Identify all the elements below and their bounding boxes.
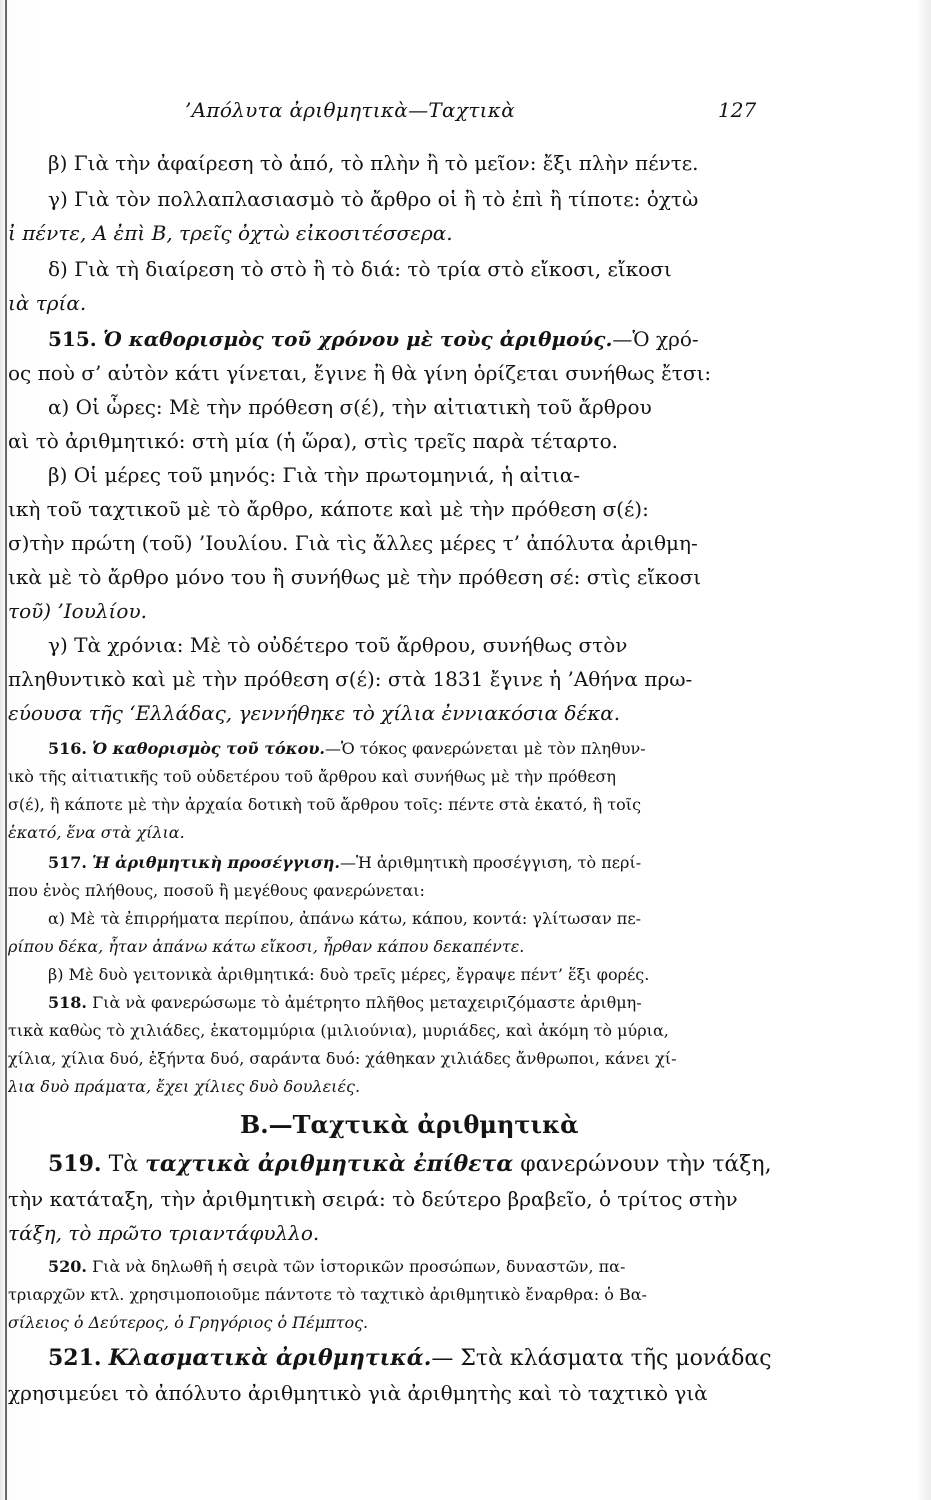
section-515	[8, 326, 818, 352]
text-line: τοῦ) ’Ιουλίου.	[8, 599, 147, 623]
section-519	[8, 1150, 818, 1179]
text-line: τριαρχῶν κτλ. χρησιμοποιοῦμε πάντοτε τὸ ταχτικὸ ἀριθμητικὸ ἔναρθρα: ὁ Βα-	[8, 1285, 647, 1304]
section-number: 520.	[48, 1257, 87, 1276]
section-520	[8, 1256, 818, 1278]
section-text: —Ἡ ἀριθμητικὴ προσέγγιση, τὸ περί-	[339, 853, 642, 872]
text-line: σ)τὴν πρώτη (τοῦ) ’Ιουλίου. Γιὰ τὶς ἄλλες μέρες τ’ ἀπόλυτα ἀριθμη-	[8, 531, 698, 555]
section-number: 521.	[48, 1345, 102, 1371]
text-line: ικὸ τῆς αἰτιατικῆς τοῦ οὐδετέρου τοῦ ἄρθρου καὶ συνήθως μὲ τὴν πρόθεση	[8, 767, 616, 786]
section-text: φανερώνουν τὴν τάξη,	[520, 1152, 772, 1177]
section-text: — Στὰ κλάσματα τῆς μονάδας	[431, 1346, 772, 1371]
section-heading: ταχτικὰ ἀριθμητικὰ ἐπίθετα	[145, 1151, 514, 1177]
text-line: αὶ τὸ ἀριθμητικό: στὴ μία (ἡ ὥρα), στὶς τρεῖς παρὰ τέταρτο.	[8, 429, 619, 453]
text-line: τικὰ καθὼς τὸ χιλιάδες, ἑκατομμύρια (μιλιούνια), μυριάδες, καὶ ἀκόμη τὸ μύρια,	[8, 1021, 669, 1040]
binding-edge	[5, 0, 7, 1500]
section-heading: Ἡ ἀριθμητικὴ προσέγγιση.	[92, 853, 340, 872]
section-517	[8, 852, 818, 874]
text-line: ικὴ τοῦ ταχτικοῦ μὲ τὸ ἄρθρο, κάποτε καὶ μὲ τὴν πρόθεση σ(έ):	[8, 497, 649, 521]
text-line: β) Μὲ δυὸ γειτονικὰ ἀριθμητικά: δυὸ τρεῖς μέρες, ἔγραψε πέντ’ ἕξι φορές.	[48, 965, 650, 984]
text-line: ἑκατό, ἕνα στὰ χίλια.	[8, 823, 185, 842]
text-line: χίλια, χίλια δυό, ἑξήντα δυό, σαράντα δυό: χάθηκαν χιλιάδες ἄνθρωποι, κάνει χί-	[8, 1049, 677, 1068]
text-line: εύουσα τῆς ‘Ελλάδας, γεννήθηκε τὸ χίλια ἐννιακόσια δέκα.	[8, 701, 621, 725]
text-line: δ) Γιὰ τὴ διαίρεση τὸ στὸ ἢ τὸ διά: τὸ τρία στὸ εἴκοσι, εἴκοσι	[48, 257, 672, 281]
section-heading: Ὁ καθορισμὸς τοῦ χρόνου μὲ τοὺς ἀριθμούς.	[103, 327, 613, 351]
text-line: ος ποὺ σ’ αὐτὸν κάτι γίνεται, ἔγινε ἢ θὰ γίνη ὁρίζεται συνήθως ἔτσι:	[8, 361, 712, 385]
section-text: —Ὁ τόκος φανερώνεται μὲ τὸν πληθυν-	[325, 739, 646, 758]
section-number: 519.	[48, 1151, 102, 1177]
running-header: ’Απόλυτα ἀριθμητικὰ—Ταχτικὰ	[185, 98, 515, 122]
section-text: Γιὰ νὰ δηλωθῆ ἡ σειρὰ τῶν ἱστορικῶν προσώπων, δυναστῶν, πα-	[92, 1257, 626, 1276]
section-text: Γιὰ νὰ φανερώσωμε τὸ ἀμέτρητο πλῆθος μεταχειριζόμαστε ἀριθμη-	[92, 993, 642, 1012]
section-number: 515.	[48, 327, 97, 351]
section-title: Β.—Ταχτικὰ ἀριθμητικὰ	[240, 1110, 579, 1139]
text-line: ρίπου δέκα, ἦταν ἀπάνω κάτω εἴκοσι, ἦρθαν κάπου δεκαπέντε.	[8, 937, 525, 956]
text-line: σίλειος ὁ Δεύτερος, ὁ Γρηγόριος ὁ Πέμπτος.	[8, 1313, 369, 1332]
text-line: ιὰ τρία.	[8, 291, 87, 315]
text-line: τὴν κατάταξη, τὴν ἀριθμητικὴ σειρά: τὸ δεύτερο βραβεῖο, ὁ τρίτος στὴν	[8, 1187, 738, 1211]
text-line: α) Μὲ τὰ ἐπιρρήματα περίπου, ἀπάνω κάτω, κάπου, κοντά: γλίτωσαν πε-	[48, 909, 642, 928]
text-line: α) Οἱ ὧρες: Μὲ τὴν πρόθεση σ(έ), τὴν αἰτιατικὴ τοῦ ἄρθρου	[48, 395, 652, 419]
text-line: λια δυὸ πράματα, ἔχει χίλιες δυὸ δουλειές.	[8, 1077, 361, 1096]
text-line: β) Γιὰ τὴν ἀφαίρεση τὸ ἀπό, τὸ πλὴν ἢ τὸ μεῖον: ἔξι πλὴν πέντε.	[48, 151, 699, 175]
section-number: 516.	[48, 739, 87, 758]
text-line: γ) Τὰ χρόνια: Μὲ τὸ οὐδέτερο τοῦ ἄρθρου, συνήθως στὸν	[48, 633, 628, 657]
section-521	[8, 1344, 818, 1373]
text-line: τάξη, τὸ πρῶτο τριαντάφυλλο.	[8, 1221, 320, 1245]
text-line: σ(έ), ἢ κάποτε μὲ τὴν ἀρχαία δοτικὴ τοῦ ἄρθρου τοῖς: πέντε στὰ ἑκατό, ἢ τοῖς	[8, 795, 642, 814]
section-number: 517.	[48, 853, 87, 872]
text-line: πληθυντικὸ καὶ μὲ τὴν πρόθεση σ(έ): στὰ 1831 ἔγινε ἡ ’Αθήνα πρω-	[8, 667, 693, 691]
section-heading: Κλασματικὰ ἀριθμητικά.	[108, 1345, 432, 1371]
page-edge-shadow	[917, 0, 931, 1500]
page-number: 127	[718, 98, 757, 122]
text-line: ικὰ μὲ τὸ ἄρθρο μόνο του ἢ συνήθως μὲ τὴν πρόθεση σέ: στὶς εἴκοσι	[8, 565, 702, 589]
section-516	[8, 738, 818, 760]
text-line: που ἑνὸς πλήθους, ποσοῦ ἢ μεγέθους φανερώνεται:	[8, 881, 425, 900]
section-text: Τὰ	[108, 1152, 139, 1177]
text-line: γ) Γιὰ τὸν πολλαπλασιασμὸ τὸ ἄρθρο οἱ ἢ τὸ ἐπὶ ἢ τίποτε: ὀχτὼ	[48, 187, 699, 211]
text-line: β) Οἱ μέρες τοῦ μηνός: Γιὰ τὴν πρωτομηνιά, ἡ αἰτια-	[48, 463, 580, 487]
text-line: χρησιμεύει τὸ ἀπόλυτο ἀριθμητικὸ γιὰ ἀριθμητὴς καὶ τὸ ταχτικὸ γιὰ	[8, 1381, 708, 1405]
section-number: 518.	[48, 993, 87, 1012]
section-text: —Ὁ χρό-	[612, 327, 699, 351]
section-518	[8, 992, 818, 1014]
section-heading: Ὁ καθορισμὸς τοῦ τόκου.	[92, 739, 325, 758]
text-line: ἰ πέντε, Α ἐπὶ Β, τρεῖς ὀχτὼ εἰκοσιτέσσερα.	[8, 221, 453, 245]
